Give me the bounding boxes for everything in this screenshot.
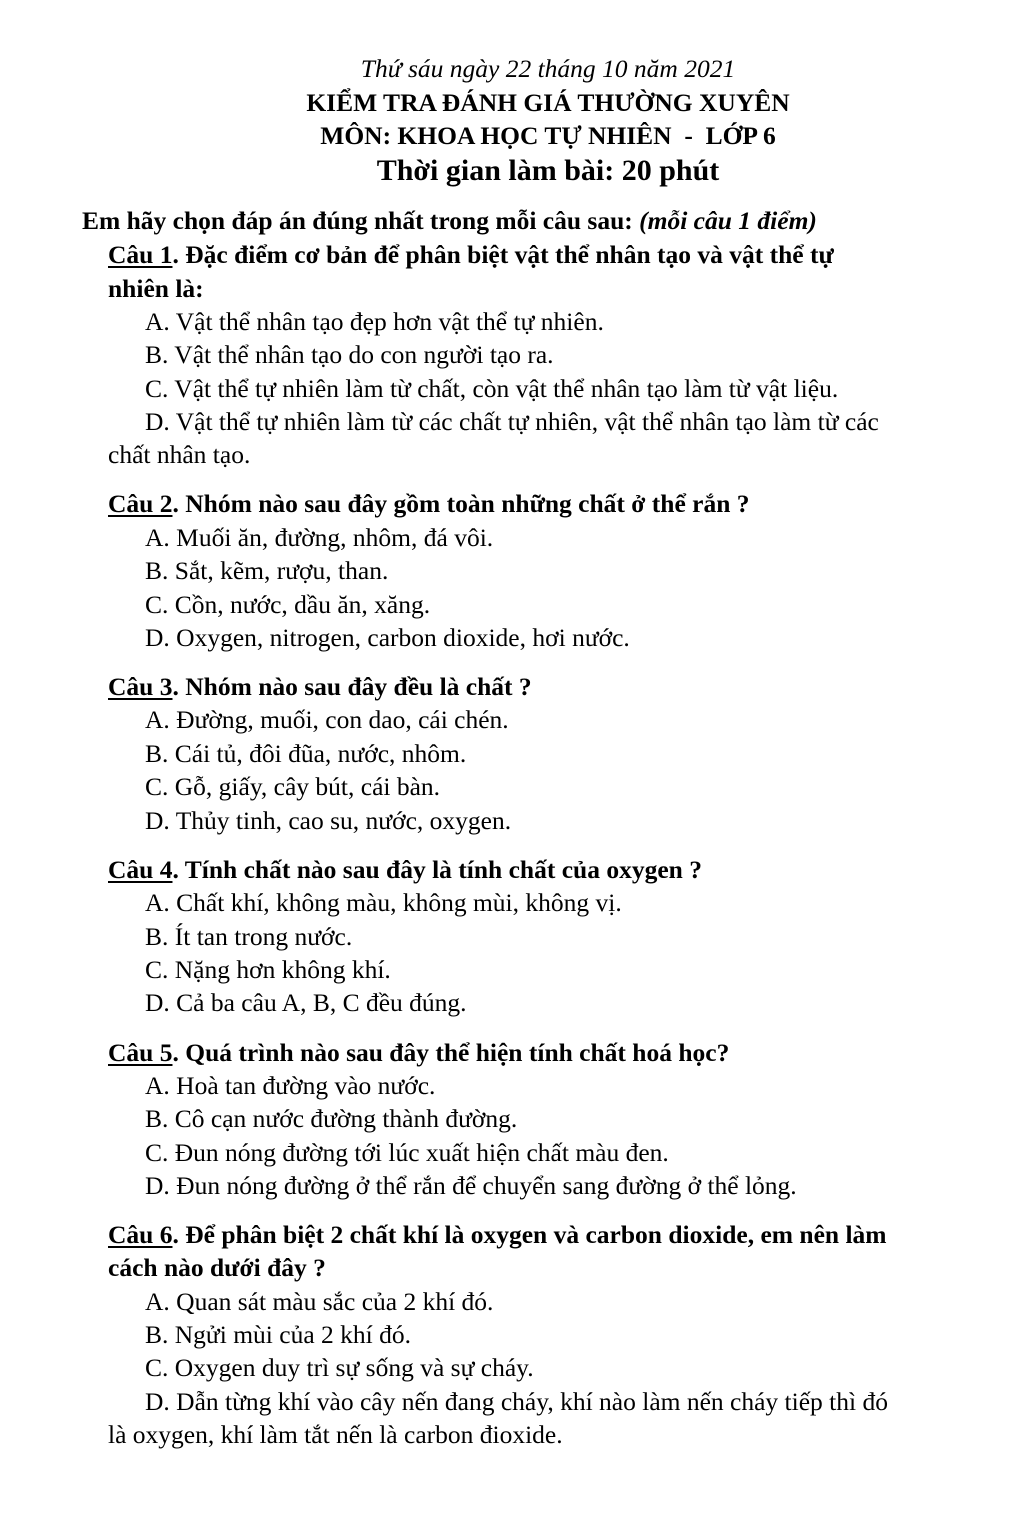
question-6-option-b: B. Ngửi mùi của 2 khí đó.: [145, 1320, 411, 1349]
exam-subject: MÔN: KHOA HỌC TỰ NHIÊN - LỚP 6: [320, 121, 776, 150]
question-3-text: . Nhóm nào sau đây đều là chất ?: [172, 672, 532, 701]
question-2-option-b: B. Sắt, kẽm, rượu, than.: [145, 556, 389, 585]
question-1-option-d: D. Vật thể tự nhiên làm từ các chất tự nhiên, vật thể nhân tạo làm từ các: [145, 407, 879, 436]
question-3-option-b: B. Cái tủ, đôi đũa, nước, nhôm.: [145, 739, 467, 768]
question-6-title: [108, 1219, 887, 1251]
question-5-option-a: A. Hoà tan đường vào nước.: [145, 1071, 436, 1100]
question-5-option-d: D. Đun nóng đường ở thể rắn để chuyển sang đường ở thể lỏng.: [145, 1171, 797, 1200]
question-6-option-d-cont: là oxygen, khí làm tắt nến là carbon đioxide.: [108, 1420, 563, 1449]
question-5-text: . Quá trình nào sau đây thể hiện tính chất hoá học?: [172, 1038, 730, 1067]
question-2-option-d: D. Oxygen, nitrogen, carbon dioxide, hơi nước.: [145, 623, 630, 652]
exam-date: Thứ sáu ngày 22 tháng 10 năm 2021: [360, 54, 736, 83]
exam-title: KIỂM TRA ĐÁNH GIÁ THƯỜNG XUYÊN: [306, 88, 790, 117]
question-3-option-d: D. Thủy tinh, cao su, nước, oxygen.: [145, 806, 512, 835]
question-3-option-c: C. Gỗ, giấy, cây bút, cái bàn.: [145, 772, 441, 801]
question-4-label: Câu 4: [108, 855, 173, 884]
question-2-option-c: C. Cồn, nước, dầu ăn, xăng.: [145, 590, 431, 619]
instruction: [82, 205, 817, 237]
question-2-label: Câu 2: [108, 489, 173, 518]
question-6-label: Câu 6: [108, 1220, 173, 1249]
question-4-option-d: D. Cả ba câu A, B, C đều đúng.: [145, 988, 467, 1017]
question-2-title: [108, 488, 750, 520]
question-3-title: [108, 671, 532, 703]
question-3-option-a: A. Đường, muối, con dao, cái chén.: [145, 705, 509, 734]
question-5-label: Câu 5: [108, 1038, 173, 1067]
question-1-option-c: C. Vật thể tự nhiên làm từ chất, còn vật thể nhân tạo làm từ vật liệu.: [145, 374, 839, 403]
question-6-text: . Để phân biệt 2 chất khí là oxygen và carbon dioxide, em nên làm: [172, 1220, 887, 1249]
question-1-title: [108, 239, 834, 271]
question-1-text: . Đặc điểm cơ bản để phân biệt vật thể nhân tạo và vật thể tự: [172, 240, 834, 269]
question-1-label: Câu 1: [108, 240, 173, 269]
question-6-option-d: D. Dẫn từng khí vào cây nến đang cháy, khí nào làm nến cháy tiếp thì đó: [145, 1387, 888, 1416]
question-1-option-b: B. Vật thể nhân tạo do con người tạo ra.: [145, 340, 554, 369]
instruction-note: (mỗi câu 1 điểm): [639, 206, 817, 235]
instruction-text: Em hãy chọn đáp án đúng nhất trong mỗi câu sau:: [82, 206, 640, 235]
question-5-option-c: C. Đun nóng đường tới lúc xuất hiện chất màu đen.: [145, 1138, 669, 1167]
question-4-text: . Tính chất nào sau đây là tính chất của oxygen ?: [172, 855, 702, 884]
question-1-option-a: A. Vật thể nhân tạo đẹp hơn vật thể tự nhiên.: [145, 307, 604, 336]
question-4-option-a: A. Chất khí, không màu, không mùi, không vị.: [145, 888, 622, 917]
question-5-option-b: B. Cô cạn nước đường thành đường.: [145, 1104, 518, 1133]
question-5-title: [108, 1037, 729, 1069]
question-3-label: Câu 3: [108, 672, 173, 701]
question-6-option-c: C. Oxygen duy trì sự sống và sự cháy.: [145, 1353, 534, 1382]
question-4-title: [108, 854, 702, 886]
question-4-option-b: B. Ít tan trong nước.: [145, 922, 353, 951]
question-4-option-c: C. Nặng hơn không khí.: [145, 955, 391, 984]
question-2-option-a: A. Muối ăn, đường, nhôm, đá vôi.: [145, 523, 494, 552]
exam-time: Thời gian làm bài: 20 phút: [376, 154, 720, 187]
question-1-text-cont: nhiên là:: [108, 274, 204, 303]
question-1-option-d-cont: chất nhân tạo.: [108, 440, 251, 469]
question-6-option-a: A. Quan sát màu sắc của 2 khí đó.: [145, 1287, 494, 1316]
question-2-text: . Nhóm nào sau đây gồm toàn những chất ở thể rắn ?: [172, 489, 750, 518]
question-6-text-cont: cách nào dưới đây ?: [108, 1253, 326, 1282]
